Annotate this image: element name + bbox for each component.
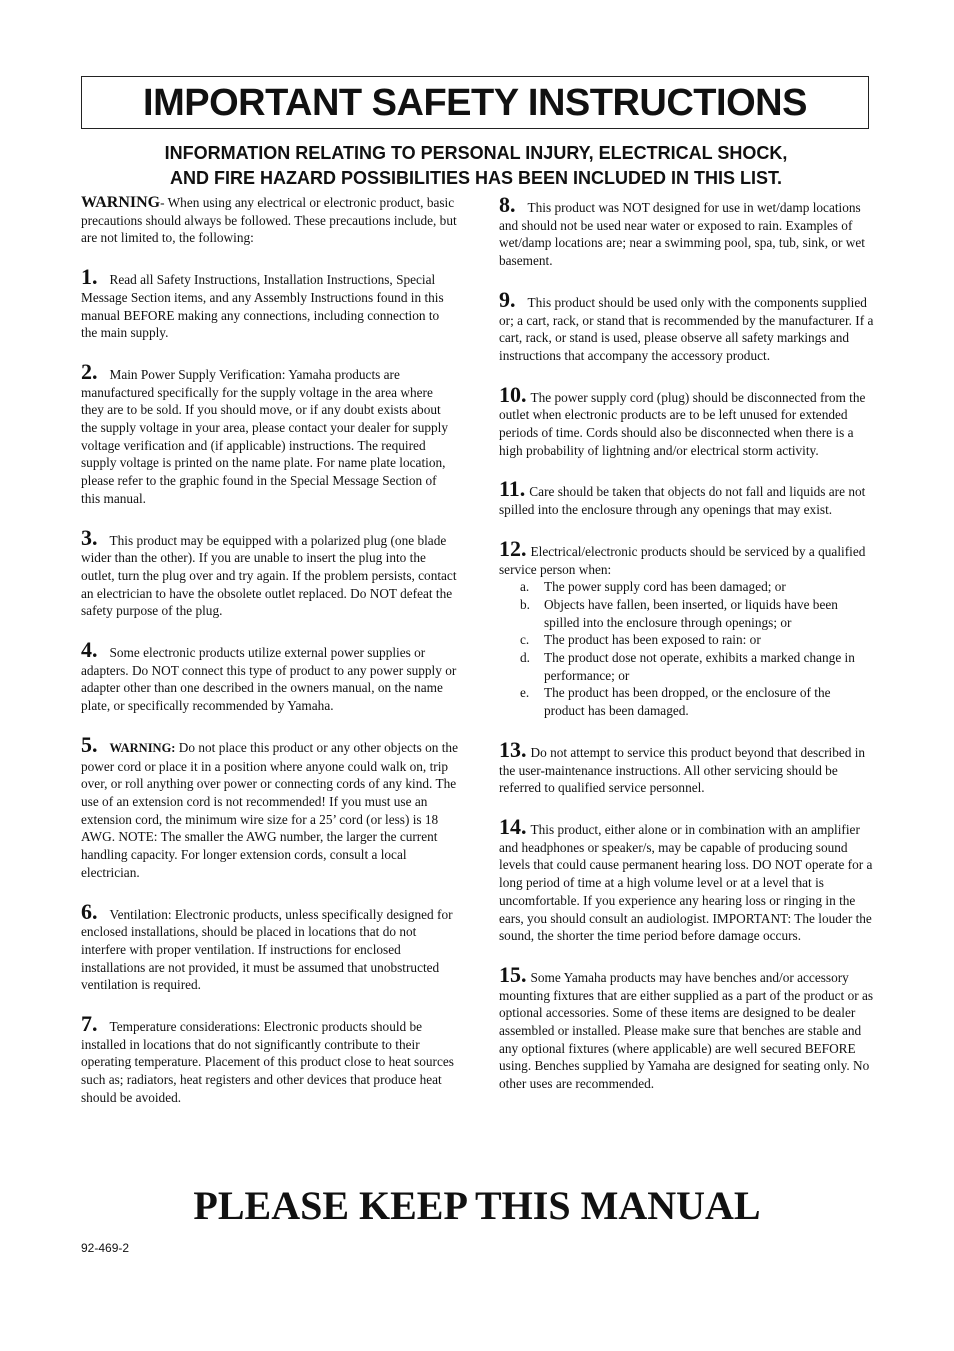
item-number: 5.: [81, 731, 98, 757]
instruction-item: [81, 358, 458, 508]
keep-manual-heading: PLEASE KEEP THIS MANUAL: [193, 1183, 761, 1228]
sub-letter: a.: [520, 579, 530, 595]
sub-list-item: [499, 649, 874, 684]
sub-list-item: [499, 631, 874, 649]
sub-text: The power supply cord has been damaged; or: [544, 579, 786, 595]
item-text: Main Power Supply Verification: Yamaha products are manufactured specifically for the supply voltage in the area where they are to be sold. If you should move, or if any doubt exists about the supply voltage in your area, please contact your dealer for supply voltage verification and (if applicable) instructions. The required supply voltage is printed on the name plate. For name plate location, please refer to the graphic found in the Special Message Section of this manual.: [81, 366, 449, 506]
item-text: Read all Safety Instructions, Installation Instructions, Special Message Section items, and any Assembly Instructions found in this manual BEFORE making any connections, including connection to the main supply.: [81, 272, 444, 341]
item-text: The power supply cord (plug) should be disconnected from the outlet when electronic products are to be left unused for extended periods of time. Cords should also be disconnected when there is a high probability of lightning and/or electrical storm activity.: [499, 389, 866, 458]
item-text: Do not place this product or any other objects on the power cord or place it in a position where anyone could walk on, trip over, or roll anything over power or connecting cords of any kind. The use of an extension cord is not recommended! If you must use an extension cord, the minimum wire size for a 25’ cord (or less) is 18 AWG. NOTE: The smaller the AWG number, the larger the current handling capacity. For longer extension cords, consult a local electrician.: [81, 739, 458, 880]
sub-letter: d.: [520, 650, 530, 666]
item-number: 13.: [499, 736, 527, 762]
instruction-item: [81, 1013, 458, 1107]
instruction-item: [81, 898, 458, 995]
sub-list: [499, 578, 874, 720]
item-text: Electrical/electronic products should be serviced by a qualified service person when:: [499, 543, 866, 577]
subtitle-line: AND FIRE HAZARD POSSIBILITIES HAS BEEN INCLUDED IN THIS LIST.: [169, 168, 783, 188]
item-text: Do not attempt to service this product beyond that described in the user-maintenance instructions. All other servicing should be referred to qualified service personnel.: [499, 744, 866, 796]
sub-text: The product has been exposed to rain: or: [544, 632, 761, 648]
item-text: Temperature considerations: Electronic products should be installed in locations that do not significantly contribute to their operating temperature. Placement of this product close to heat sources such as; radiators, heat registers and other devices that produce heat should be avoided.: [81, 1019, 454, 1105]
left-column: [81, 194, 458, 1126]
item-text: This product should be used only with the components supplied or; a cart, rack, or stand that is recommended by the manufacturer. If a cart, rack, or stand is used, please observe all safety markings and instructions that accompany the accessory product.: [499, 294, 874, 363]
item-text: This product, either alone or in combination with an amplifier and headphones or speaker/s, may be capable of producing sound levels that could cause permanent hearing loss. DO NOT operate for a long period of time at a high volume level or at a level that is uncomfortable. If you experience any hearing loss or ringing in the ears, you should consult an audiologist. IMPORTANT: The louder the sound, the shorter the time period before damage occurs.: [499, 821, 873, 944]
sub-list-item: [499, 684, 874, 719]
subtitle-line: INFORMATION RELATING TO PERSONAL INJURY, ELECTRICAL SHOCK,: [164, 143, 788, 163]
item-number: 15.: [499, 961, 527, 987]
document-code: 92-469-2: [81, 1241, 130, 1255]
instruction-item: [499, 194, 874, 270]
item-text: Care should be taken that objects do not fall and liquids are not spilled into the enclosure through any openings that may exist.: [499, 484, 866, 518]
item-number: 12.: [499, 535, 527, 561]
sub-letter: e.: [520, 685, 530, 701]
instruction-item: [81, 524, 458, 621]
instruction-item: [81, 731, 458, 882]
intro-paragraph: [81, 194, 458, 247]
title-box: [81, 76, 869, 129]
item-warning-lead: WARNING:: [109, 740, 176, 755]
item-number: 10.: [499, 381, 527, 407]
instruction-item: [81, 266, 458, 342]
item-text: This product was NOT designed for use in wet/damp locations and should not be used near water or exposed to rain. Examples of wet/damp locations are; near a swimming pool, spa, tub, sink, or wet basement.: [499, 200, 865, 269]
sub-list-item: [499, 578, 874, 596]
item-text: Some electronic products utilize external power supplies or adapters. Do NOT connect this type of product to any power supply or adapter other than one described in the owners manual, on the name plate, or specifically recommended by Yamaha.: [81, 645, 457, 714]
instruction-item: [499, 961, 874, 1093]
item-number: 11.: [499, 476, 526, 502]
item-number: 3.: [81, 524, 98, 550]
item-number: 7.: [81, 1011, 98, 1037]
item-number: 1.: [81, 264, 98, 290]
instruction-item: [499, 535, 874, 720]
item-number: 9.: [499, 286, 516, 312]
instruction-item: [499, 381, 874, 460]
warning-lead: WARNING: [81, 194, 161, 211]
sub-letter: b.: [520, 596, 530, 612]
item-text: Ventilation: Electronic products, unless specifically designed for enclosed installations, should be placed in locations that do not interfere with proper ventilation. If instructions for enclosed installations are not provided, it must be assumed that unobstructed ventilation is required.: [81, 906, 453, 993]
item-number: 14.: [499, 813, 527, 839]
item-number: 6.: [81, 898, 98, 924]
sub-text: Objects have fallen, been inserted, or liquids have been spilled into the enclosure through openings; or: [544, 596, 838, 630]
instruction-item: [499, 286, 874, 365]
intro-text: - When using any electrical or electronic product, basic precautions should always be followed. These precautions include, but are not limited to, the following:: [81, 195, 457, 246]
item-text: Some Yamaha products may have benches and/or accessory mounting fixtures that are either supplied as a part of the product or as optional accessories. Some of these items are designed to be dealer assembled or installed. Please make sure that benches are stable and any optional fixtures (where applicable) are well secured BEFORE using. Benches supplied by Yamaha are designed for seating only. No other uses are recommended.: [499, 969, 874, 1092]
right-column: [499, 194, 874, 1112]
sub-text: The product has been dropped, or the enclosure of the product has been damaged.: [544, 685, 831, 719]
instruction-item: [499, 813, 874, 945]
item-text: This product may be equipped with a polarized plug (one blade wider than the other). If you are unable to insert the plug into the outlet, turn the plug over and try again. If the problem persists, contact an electrician to have the obsolete outlet replaced. Do NOT defeat the safety purpose of the plug.: [81, 532, 457, 619]
subtitle: [81, 141, 871, 191]
instruction-item: [499, 736, 874, 797]
item-number: 2.: [81, 358, 98, 384]
sub-list-item: [499, 596, 874, 631]
page-title: IMPORTANT SAFETY INSTRUCTIONS: [143, 81, 807, 124]
sub-text: The product dose not operate, exhibits a marked change in performance; or: [544, 650, 855, 683]
sub-letter: c.: [520, 632, 530, 648]
item-number: 8.: [499, 192, 516, 217]
instruction-item: [499, 478, 874, 518]
instruction-item: [81, 639, 458, 715]
item-number: 4.: [81, 637, 98, 663]
